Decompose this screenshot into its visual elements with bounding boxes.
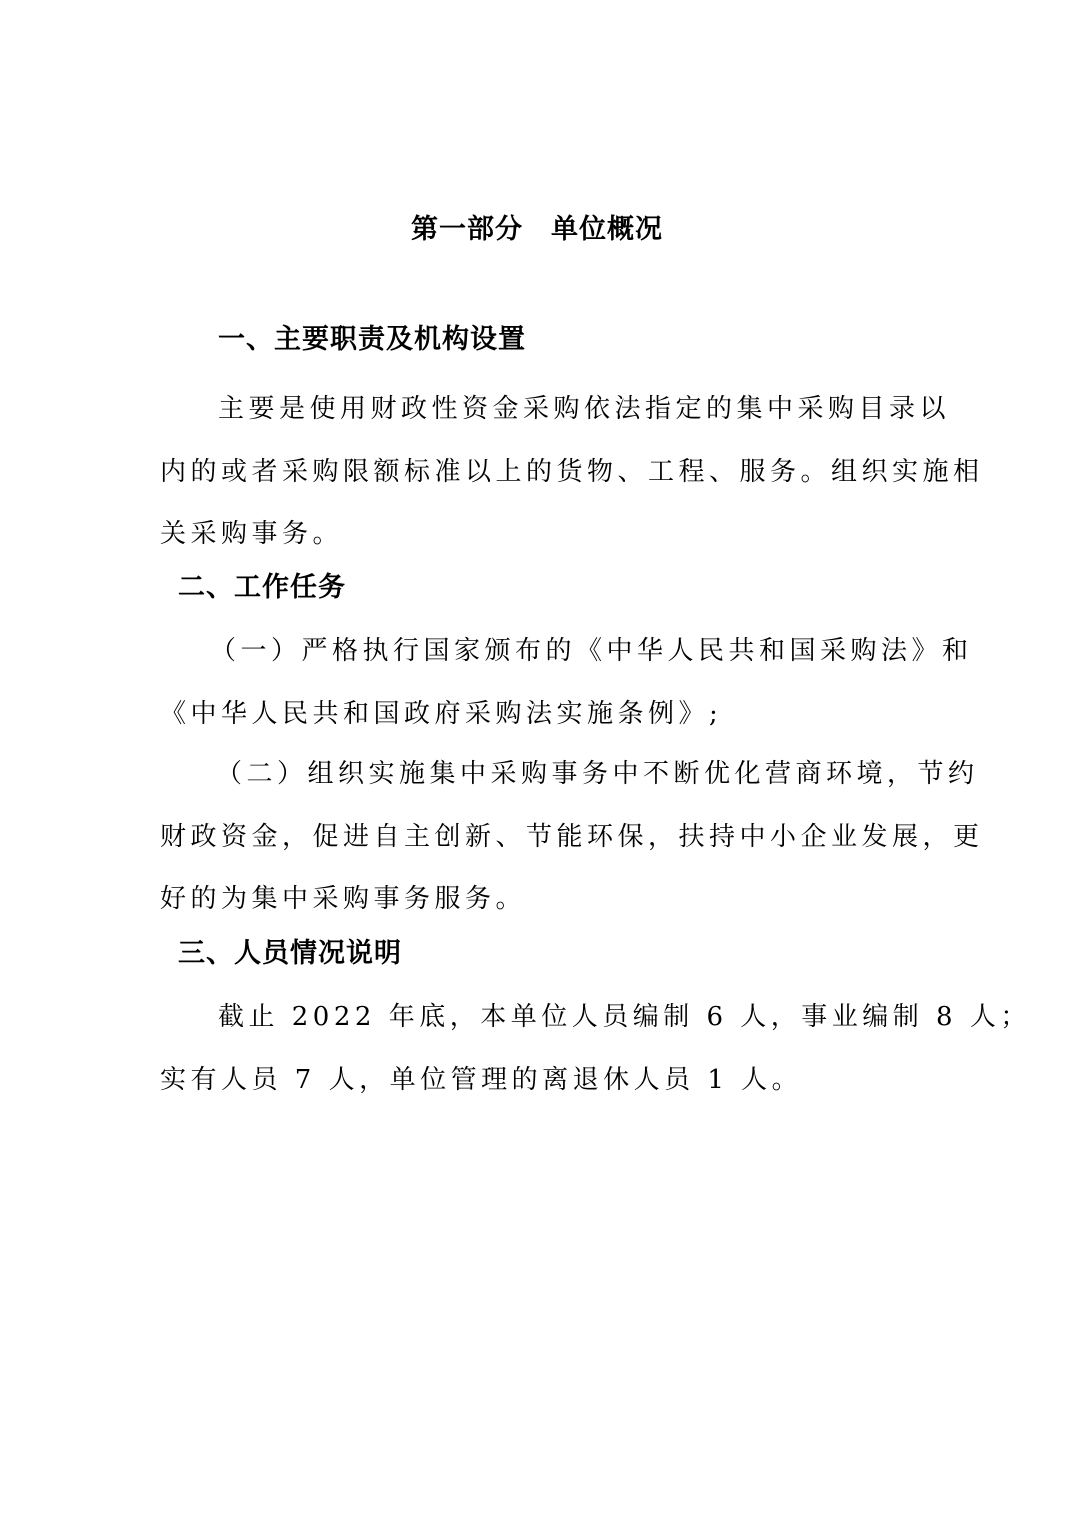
paragraph-line: 内的或者采购限额标准以上的货物、工程、服务。组织实施相: [160, 456, 984, 487]
paragraph-line: 主要是使用财政性资金采购依法指定的集中采购目录以: [218, 394, 951, 424]
section-heading-tasks: 二、工作任务: [178, 572, 346, 603]
paragraph-line: 财政资金，促进自主创新、节能环保，扶持中小企业发展，更: [160, 821, 984, 852]
section-heading-duties: 一、主要职责及机构设置: [218, 324, 526, 355]
paragraph-line: 关采购事务。: [160, 519, 344, 549]
paragraph-staff: [160, 986, 1031, 1111]
paragraph-task-1: [160, 620, 973, 745]
paragraph-line: 好的为集中采购事务服务。: [160, 884, 527, 914]
page-title: 第一部分 单位概况: [411, 214, 663, 245]
paragraph-line: 截止 2022 年底，本单位人员编制 6 人，事业编制 8 人；: [218, 1002, 1031, 1032]
section-heading-staff: 三、人员情况说明: [178, 938, 402, 969]
paragraph-line: （一）严格执行国家颁布的《中华人民共和国采购法》和: [210, 636, 973, 666]
paragraph-line: 《中华人民共和国政府采购法实施条例》;: [160, 698, 723, 729]
paragraph-duties: [160, 378, 984, 566]
paragraph-line: （二）组织实施集中采购事务中不断优化营商环境，节约: [216, 759, 979, 789]
paragraph-task-2: [160, 743, 984, 931]
paragraph-line: 实有人员 7 人，单位管理的离退休人员 1 人。: [160, 1064, 803, 1095]
